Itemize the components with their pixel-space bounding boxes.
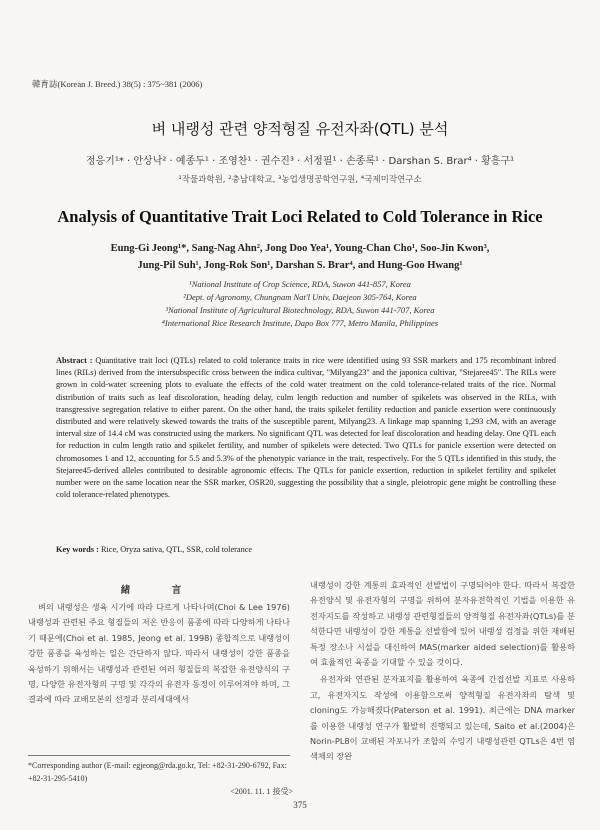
corresponding-author-note: *Corresponding author (E-mail: egjeong@rda.go.kr, Tel: +82-31-290-6792, Fax: +82-31-295-5410) bbox=[28, 761, 287, 783]
english-authors bbox=[80, 240, 520, 274]
received-date: <2001. 11. 1 接受> bbox=[230, 787, 293, 796]
right-column-paragraph-2: 유전자와 연관된 분자표지를 활용하여 육종에 간접선발 지표로 사용하고, 유전자지도 작성에 이용함으로써 양적형질 유전자좌의 탐색 및 cloning도 가능해졌다(Paterson et al. 1991). 최근에는 DNA marker를 이용한 내랭성 연구가 활발히 진행되고 있는데, Saito et al.(2004)은 Norin-PL8이 교배된 자포니카 조합의 수잉기 내랭성관련 QTLs은 4번 염색체의 장완 bbox=[310, 674, 575, 762]
footnote-divider bbox=[28, 755, 290, 756]
introduction-heading: 緒 言 bbox=[120, 585, 198, 596]
keywords bbox=[56, 545, 556, 554]
affiliation-2: ²Dept. of Agronomy, Chungnam Nat'l Univ, Daejeon 305-764, Korea bbox=[183, 292, 417, 302]
footnote bbox=[28, 759, 293, 798]
affiliation-1: ¹National Institute of Crop Science, RDA, Suwon 441-857, Korea bbox=[189, 279, 411, 289]
right-column bbox=[310, 578, 575, 767]
left-column bbox=[28, 600, 290, 710]
left-column-paragraph: 벼의 내랭성은 생육 시기에 따라 다르게 나타나며(Choi & Lee 1976) 내랭성과 관련된 주요 형질들의 저온 반응이 품종에 따라 다양하게 나타나기 때문에(Choi et al. 1985, Jeong et al. 1998) 종합적으로 내랭성이 강한 품종을 육성하는 일은 간단하지 않다. 따라서 내랭성이 강한 품종을 육성하기 위해서는 내랭성과 관련된 여러 형질들의 복잡한 유전양식의 구명, 다양한 유전자형의 구명 및 각각의 유전자 동정이 이루어져야 하며, 그 결과에 따라 교배모본의 선정과 분리세대에서 bbox=[28, 602, 290, 705]
keywords-label: Key words : bbox=[56, 545, 99, 554]
korean-title: 벼 내랭성 관련 양적형질 유전자좌(QTL) 분석 bbox=[151, 120, 449, 138]
english-authors-line-1: Eung-Gi Jeong¹*, Sang-Nag Ahn², Jong Doo Yea¹, Young-Chan Cho¹, Soo-Jin Kwon³, bbox=[110, 243, 490, 254]
korean-affiliations: ¹작물과학원, ²충남대학교, ³농업생명공학연구원, ⁴국제미작연구소 bbox=[178, 175, 422, 185]
affiliation-4: ⁴International Rice Research Institute, Dapo Box 777, Metro Manila, Philippines bbox=[161, 318, 439, 328]
abstract-text: Quantitative trait loci (QTLs) related to cold tolerance traits in rice were identified using 93 SSR markers and 175 recombinant inbred lines (RILs) derived from the intersubspecific cross between the indica cultivar, "Milyang23" and the japonica cultivar, "Stejaree45". The RILs were grown in cold-water screening plots to evaluate the effects of the cold water treatment on the cold tolerance-related traits of the rice. Normal distribution of traits such as leaf discoloration, heading delay, culm length reduction and number of spikelets was observed in the RILs, with transgressive segregation relative to either parent. On the other hand, the traits spikelet fertility reduction and panicle exsertion were continuously distributed and were relatively skewed towards the traits of the susceptible parent, Milyang23. A linkage map spanning 1,293 cM, with an average interval size of 14.4 cM was constructed using the markers. No significant QTL was detected for leaf discoloration and heading delay. One QTL each for reduction in culm length ratio and spikelet fertility, and number of spikelets were detected. Two QTLs for panicle exsertion were detected on chromosomes 1 and 12, accounting for 5.5 and 5.3% of the phenotypic variance in the trait, respectively. For the 5 QTLs identified in this study, the Stejaree45-derived alleles contributed to desirable agronomic effects. The QTLs for panicle exsertion, reduction in spikelet fertility and spikelet number were on the same location near the SSR marker, OSR20, suggesting the possibility that a single, pleiotropic gene might be controlling these cold tolerance-related phenotypes. bbox=[56, 356, 556, 500]
english-affiliations bbox=[0, 278, 600, 330]
keywords-text: Rice, Oryza sativa, QTL, SSR, cold tolerance bbox=[100, 545, 253, 554]
english-title: Analysis of Quantitative Trait Loci Related to Cold Tolerance in Rice bbox=[57, 207, 543, 226]
abstract-label: Abstract : bbox=[56, 356, 93, 365]
affiliation-3: ³National Institute of Agricultural Biotechnology, RDA, Suwon 441-707, Korea bbox=[165, 305, 435, 315]
journal-citation: 韓育誌(Korean J. Breed.) 38(5) : 375~381 (2006) bbox=[32, 79, 203, 89]
page-number: 375 bbox=[293, 800, 307, 810]
english-authors-line-2: Jung-Pil Suh¹, Jong-Rok Son¹, Darshan S. Brar⁴, and Hung-Goo Hwang¹ bbox=[137, 260, 463, 271]
abstract bbox=[56, 355, 556, 501]
korean-authors: 정응기¹* · 안상낙² · 예종두¹ · 조영찬¹ · 권수진³ · 서정필¹ · 손종록¹ · Darshan S. Brar⁴ · 황흥구¹ bbox=[85, 156, 515, 167]
right-column-paragraph-1: 내랭성이 강한 계통의 효과적인 선발법이 구명되어야 한다. 따라서 복잡한 유전양식 및 유전자형의 구명을 위하여 분자유전학적인 기법을 이용한 유전자지도를 작성하고 내랭성 관련형질들의 양적형질 유전자좌(QTLs)를 분석한다면 내랭성이 강한 계통을 선발함에 있어 내랭성 검정을 위한 재배된 특정 장소나 시설을 대신하여 MAS(marker aided selection)를 활용하여 효율적인 육종을 기대할 수 있을 것이다. bbox=[310, 580, 575, 668]
